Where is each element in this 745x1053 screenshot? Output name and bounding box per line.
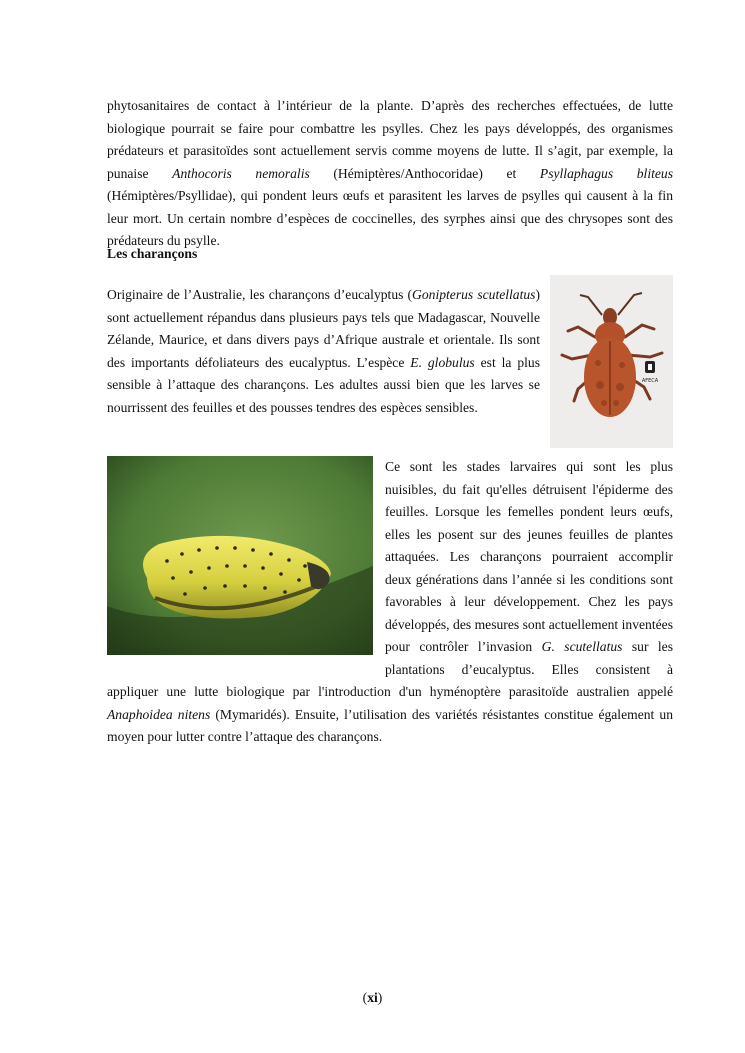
weevil-photo [550,275,673,448]
species-name: Anthocoris nemoralis [172,165,310,181]
larva-illustration [107,456,373,655]
larva-photo [107,456,373,655]
paragraph-psylles: phytosanitaires de contact à l’intérieur de la plante. D’après des recherches effectuées, de lutte biologique pourrait se faire pour combattre les psylles. Chez les pays développés, des organismes prédateurs et parasitoïdes sont actuellement servis comme moyens de lutte. Il s’agit, par exemple, la punaise Anthocoris nemoralis (Hémiptères/Anthocoridae) et Psyllaphagus bliteus (Hémiptères/Psyllidae), qui pondent leurs œufs et parasitent les larves de psylles qui causent à la fin leur mort. Un certain nombre d’espèces de coccinelles, des syrphes ainsi que des chrysopes sont des prédateurs du psylle. [107,98,673,248]
weevil-illustration [550,275,673,448]
paragraph-charancons-origin: Originaire de l’Australie, les charançons d’eucalyptus (Gonipterus scutellatus) sont actuellement répandus dans plusieurs pays tels que Madagascar, Nouvelle Zélande, Maurice, et dans divers pays d’Afrique australe et orientale. Ils sont des importants défoliateurs des eucalyptus. L’espèce E. globulus est la plus sensible à l’attaque des charançons. Les adultes aussi bien que les larves se nourrissent des feuilles et des pousses tendres des espèces sensibles. [107,287,540,415]
species-name: Anaphoidea nitens [107,706,211,722]
species-name: Psyllaphagus bliteus [539,165,673,181]
species-name: E. globulus [410,354,475,370]
species-name: Gonipterus scutellatus [412,287,536,302]
paragraph-charancons-larves: Ce sont les stades larvaires qui sont les plus nuisibles, du fait qu'elles détruisent l'épiderme des feuilles. Lorsque les femelles pondent leurs œufs, elles les posent sur des jeunes feuilles de plantes attaquées. Les charançons pourraient accomplir deux générations dans l’année si les conditions sont favorables à leur développement. Chez les pays développés, des mesures sont actuellement inventées pour contrôler l’invasion G. scutellatus sur les plantations d’eucalyptus. Elles consistent à appliquer une lutte biologique par l'introduction d'un hyménoptère parasitoïde australien appelé Anaphoidea nitens (Mymaridés). Ensuite, l’utilisation des variétés résistantes constitue également un moyen pour lutter contre l’attaque des charançons. [107,459,674,744]
section-heading: Les charançons [107,246,198,261]
svg-text:AFECA: AFECA [641,378,659,384]
page-number: (xi) [362,990,383,1005]
species-name: G. scutellatus [541,639,623,654]
